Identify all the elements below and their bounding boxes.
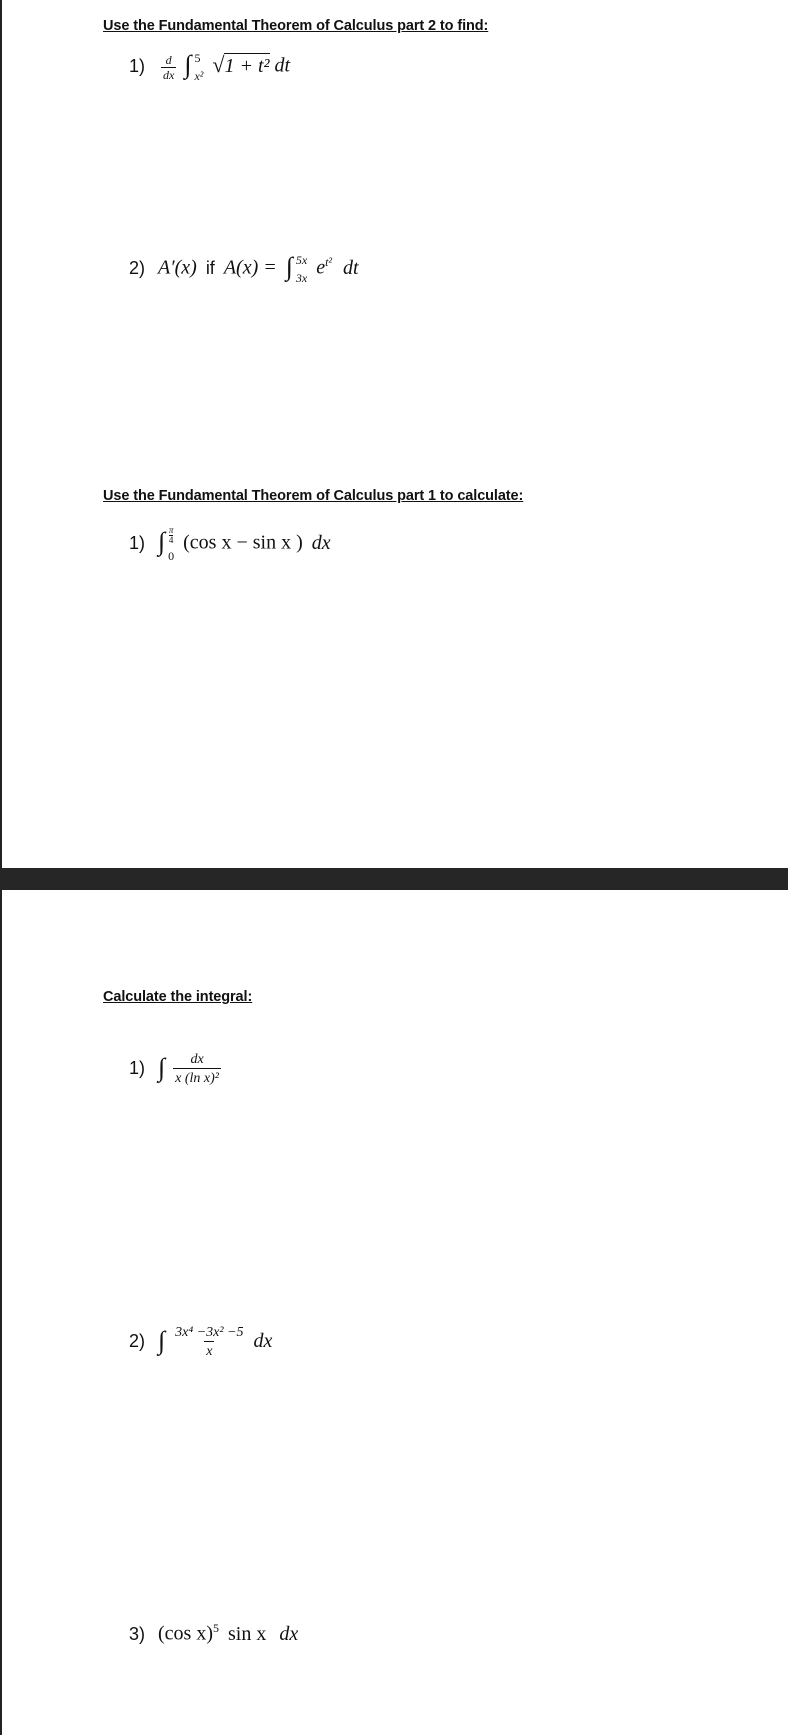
integral-limits: π 4 0 xyxy=(168,525,175,563)
problem-integral-1 xyxy=(129,1053,224,1086)
integrand-fraction: $\frac{dx}{\text{x (ln x)²}}$ xyxy=(175,1052,219,1086)
page-divider xyxy=(0,868,788,890)
differential: dt xyxy=(274,54,291,77)
integrand-fraction: $\frac{\text{3x⁴ −3x² −5}}{x}$ xyxy=(175,1325,244,1359)
differential: dt xyxy=(343,256,359,279)
connector-word: if xyxy=(205,257,215,278)
square-root: √1 + t² xyxy=(212,51,270,77)
problem-ftc2-1 xyxy=(129,52,290,82)
differential: dx xyxy=(253,1330,273,1353)
integrand-exponent: t² xyxy=(325,254,333,269)
base-expression: (cos x) xyxy=(158,1622,213,1645)
integrand: (cos x − sin x ) xyxy=(183,531,303,554)
problem-integral-3 xyxy=(129,1622,298,1644)
section-heading-calculate-integral: Calculate the integral: xyxy=(103,989,253,1005)
power: 5 xyxy=(213,1621,219,1635)
lhs-expression: A′(x) xyxy=(158,256,197,279)
derivative-operator: $\frac{d}{dx}$ xyxy=(163,52,175,82)
differential: dx xyxy=(279,1622,299,1645)
problem-number: 2) xyxy=(129,257,146,278)
problem-number: 1) xyxy=(129,532,146,553)
integral-limits: 5 x² xyxy=(194,51,204,83)
integrand-base: e xyxy=(316,256,326,279)
worksheet-page-2 xyxy=(0,890,788,1735)
integral-sign: ∫ xyxy=(184,50,192,79)
problem-ftc1-1 xyxy=(129,526,331,562)
problem-number: 1) xyxy=(129,1058,146,1079)
integral-sign: ∫ xyxy=(158,527,166,556)
differential: dx xyxy=(311,531,331,554)
function-definition: A(x) = xyxy=(223,256,277,279)
section-heading-ftc-part-2: Use the Fundamental Theorem of Calculus part 2 to find: xyxy=(103,18,489,34)
problem-number: 2) xyxy=(129,1331,146,1352)
integral-sign: ∫ xyxy=(285,252,293,281)
problem-integral-2 xyxy=(129,1326,272,1359)
integral-limits: 5x 3x xyxy=(295,253,308,285)
problem-ftc2-2 xyxy=(129,254,359,284)
section-heading-ftc-part-1: Use the Fundamental Theorem of Calculus part 1 to calculate: xyxy=(103,488,524,504)
problem-number: 1) xyxy=(129,55,146,76)
integral-sign: ∫ xyxy=(158,1325,166,1355)
problem-number: 3) xyxy=(129,1623,146,1644)
trig-factor: sin x xyxy=(228,1622,267,1645)
integral-sign: ∫ xyxy=(158,1052,166,1082)
